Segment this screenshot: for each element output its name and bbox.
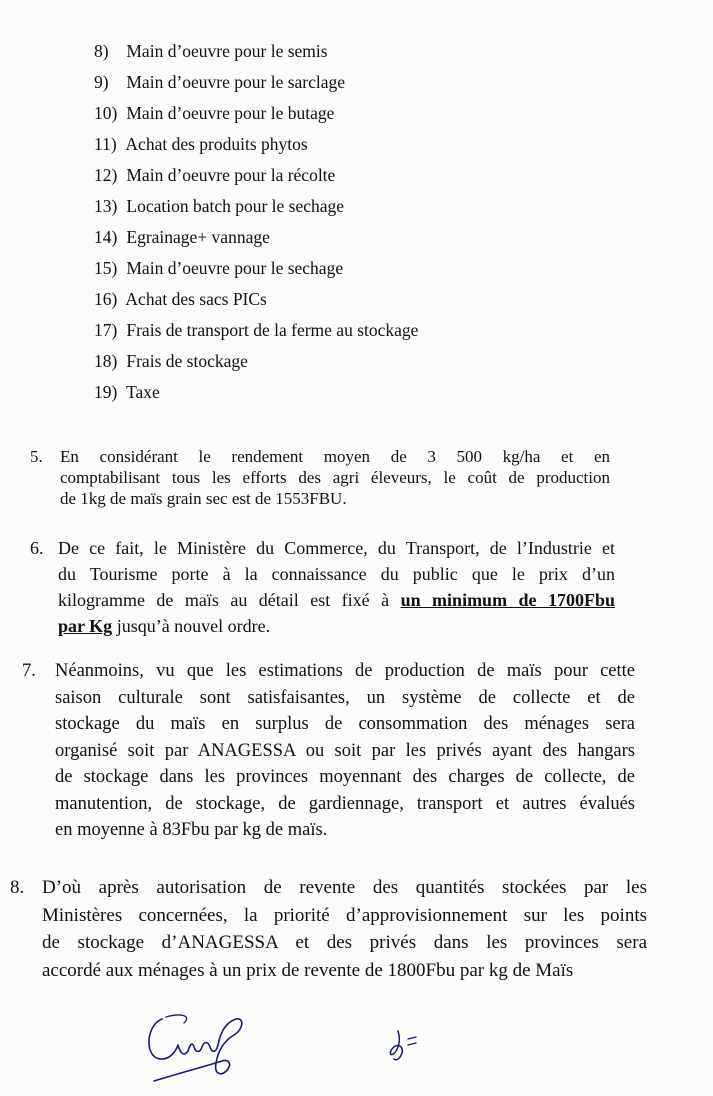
list-item-number: 9) [94, 72, 109, 92]
list-item [94, 195, 418, 226]
list-item-text: Main d’oeuvre pour la récolte [126, 165, 336, 185]
list-item-number: 18) [94, 351, 118, 371]
handwritten-initials [386, 1025, 426, 1065]
list-item-number: 15) [94, 258, 118, 278]
list-item-number: 8) [94, 41, 109, 61]
paragraph-number: 8. [10, 877, 25, 898]
list-item-text: Egrainage+ vannage [126, 227, 270, 247]
paragraph-5 [30, 446, 620, 509]
list-item [94, 288, 418, 319]
list-item [94, 164, 418, 195]
list-item [94, 257, 418, 288]
paragraph-number: 5. [30, 447, 43, 466]
list-item [94, 133, 418, 164]
cost-items-list [94, 40, 418, 412]
text-line: en moyenne à 83Fbu par kg de maïs. [55, 820, 328, 840]
text-line: du Tourisme porte à la connaissance du public que le prix d’un [58, 564, 615, 584]
list-item-text: Main d’oeuvre pour le sarclage [126, 72, 346, 92]
text-line: D’où après autorisation de revente des quantités stockées par les [42, 877, 647, 898]
list-item-number: 11) [94, 134, 117, 154]
list-item [94, 71, 418, 102]
paragraph-number: 7. [22, 661, 36, 681]
list-item-number: 14) [94, 227, 118, 247]
paragraph-6 [30, 535, 630, 639]
list-item-number: 13) [94, 196, 118, 216]
unit-emphasis: par Kg [58, 616, 113, 636]
list-item-text: Location batch pour le sechage [126, 196, 345, 216]
text-line: accordé aux ménages à un prix de revente de 1800Fbu par kg de Maïs [42, 959, 574, 981]
list-item-number: 17) [94, 320, 118, 340]
paragraph-text [42, 874, 647, 984]
text-line: stockage du maïs en surplus de consommation des ménages sera [55, 714, 635, 734]
text-line: De ce fait, le Ministère du Commerce, du Transport, de l’Industrie et [58, 538, 615, 558]
minimum-price-emphasis: un minimum de 1700Fbu [400, 590, 615, 610]
text-line: comptabilisant tous les efforts des agri éleveurs, le coût de production [60, 468, 610, 487]
text-line: saison culturale sont satisfaisantes, un système de collecte et de [55, 687, 635, 708]
paragraph-text [60, 446, 610, 509]
list-item-text: Achat des sacs PICs [125, 289, 267, 309]
list-item-text: Main d’oeuvre pour le sechage [126, 258, 344, 278]
list-item-text: Frais de transport de la ferme au stockage [126, 320, 419, 340]
text-line [58, 613, 615, 639]
list-item [94, 381, 418, 412]
list-item [94, 40, 418, 71]
paragraph-text [58, 535, 615, 639]
handwritten-signature [140, 1005, 265, 1085]
list-item-text: Achat des produits phytos [125, 134, 308, 154]
list-item [94, 102, 418, 133]
list-item-text: Frais de stockage [126, 351, 248, 371]
list-item [94, 350, 418, 381]
list-item-number: 19) [94, 382, 118, 402]
text-line: de 1kg de maïs grain sec est de 1553FBU. [60, 489, 347, 508]
text-line: organisé soit par ANAGESSA ou soit par les privés ayant des hangars [55, 740, 635, 761]
list-item-number: 12) [94, 165, 118, 185]
text-segment: kilogramme de maïs au détail est fixé à [58, 590, 401, 610]
text-line: En considérant le rendement moyen de 3 500 kg/ha et en [60, 447, 610, 466]
text-line: Néanmoins, vu que les estimations de production de maïs pour cette [55, 661, 635, 681]
list-item [94, 319, 418, 350]
list-item [94, 226, 418, 257]
paragraph-text [55, 658, 635, 844]
list-item-text: Main d’oeuvre pour le butage [126, 103, 335, 123]
paragraph-number: 6. [30, 538, 44, 558]
list-item-number: 10) [94, 103, 118, 123]
list-item-number: 16) [94, 289, 118, 309]
text-line [58, 587, 615, 613]
list-item-text: Taxe [126, 382, 160, 402]
list-item-text: Main d’oeuvre pour le semis [126, 41, 328, 61]
text-line: de stockage d’ANAGESSA et des privés dans les provinces sera [42, 932, 647, 953]
text-segment: jusqu’à nouvel ordre. [112, 616, 271, 636]
text-line: de stockage dans les provinces moyennant des charges de collecte, de [55, 767, 635, 787]
paragraph-7 [22, 658, 642, 844]
paragraph-8 [10, 874, 650, 984]
text-line: manutention, de stockage, de gardiennage, transport et autres évalués [55, 793, 635, 814]
text-line: Ministères concernées, la priorité d’approvisionnement sur les points [42, 904, 647, 926]
